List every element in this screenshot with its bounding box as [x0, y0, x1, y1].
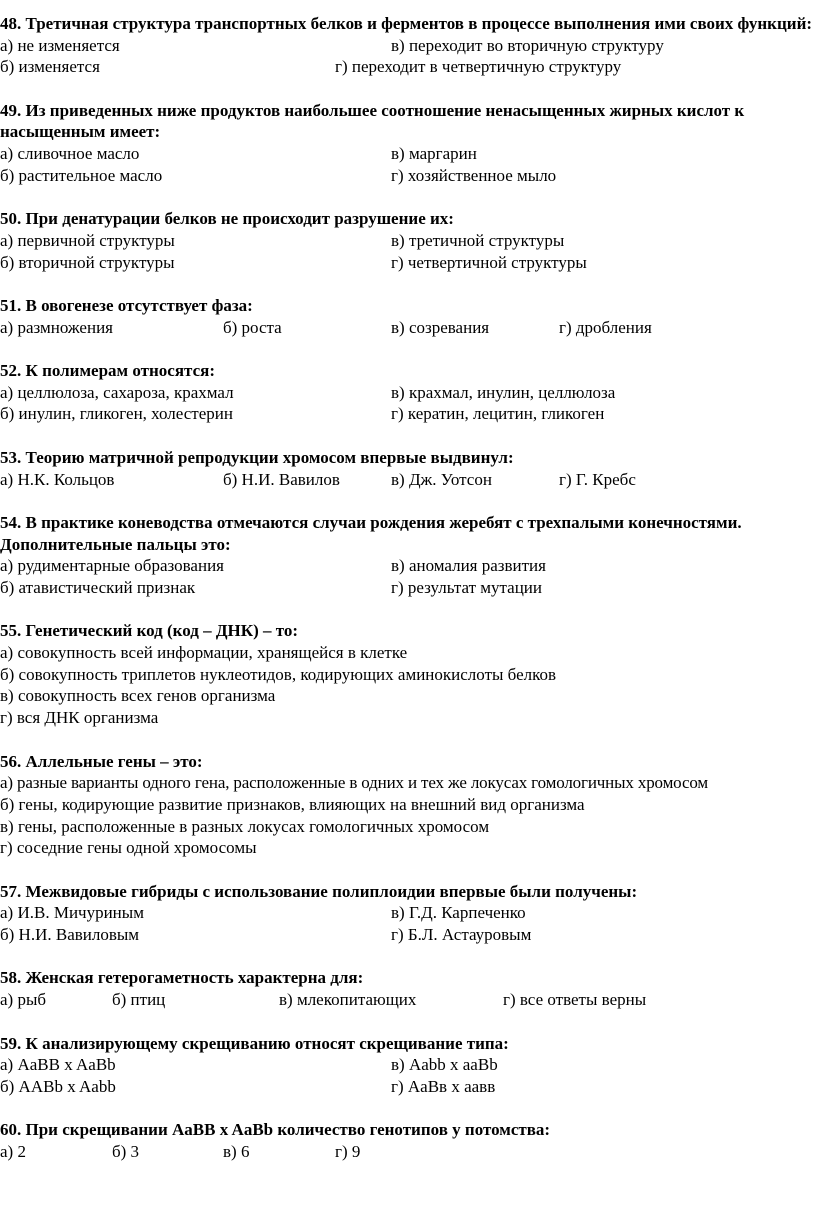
- answer-b: б) роста: [223, 317, 282, 337]
- question-55: [0, 620, 816, 728]
- answer-v: в) Г.Д. Карпеченко: [391, 903, 526, 923]
- answers-row-2: [0, 577, 816, 599]
- question-51: [0, 295, 816, 338]
- answer-a: а) сливочное масло: [0, 144, 140, 164]
- answers-row-1: [0, 143, 816, 165]
- answers-row-2: [0, 165, 816, 187]
- answer-a: а) рыб: [0, 990, 47, 1010]
- question-60-title: 60. При скрещивании AaBB x AaBb количество генотипов у потомства:: [0, 1120, 551, 1140]
- question-48: [0, 13, 816, 78]
- answer-g: г) дробления: [559, 317, 652, 337]
- answers-row-1: [0, 555, 816, 577]
- answer-v: в) гены, расположенные в разных локусах гомологичных хромосом: [0, 816, 490, 836]
- answer-b: б) изменяется: [0, 57, 100, 77]
- question-59-title: 59. К анализирующему скрещиванию относят скрещивание типа:: [0, 1033, 509, 1053]
- answer-a: а) AaBB x AaBb: [0, 1055, 116, 1075]
- answers-row-2: [0, 56, 816, 78]
- answer-v: в) совокупность всех генов организма: [0, 686, 276, 706]
- answer-a: а) рудиментарные образования: [0, 556, 224, 576]
- question-50-title: 50. При денатурации белков не происходит разрушение их:: [0, 209, 454, 229]
- answer-v: в) переходит во вторичную структуру: [391, 35, 664, 55]
- answer-a: а) совокупность всей информации, хранящейся в клетке: [0, 643, 408, 663]
- answer-b: б) Н.И. Вавиловым: [0, 925, 140, 945]
- answer-v: в) крахмал, инулин, целлюлоза: [391, 382, 616, 402]
- answer-g: г) вся ДНК организма: [0, 708, 159, 728]
- answer-g: г) Б.Л. Астауровым: [391, 925, 532, 945]
- answer-b: б) гены, кодирующие развитие признаков, влияющих на внешний вид организма: [0, 794, 585, 814]
- question-54: [0, 512, 816, 599]
- answer-g: г) результат мутации: [391, 578, 542, 598]
- question-54-title: 54. В практике коневодства отмечаются случаи рождения жеребят с трехпалыми конечностями. Дополнительные пальцы это:: [0, 512, 746, 554]
- answer-a: а) И.В. Мичуриным: [0, 903, 144, 923]
- answers-row-1: [0, 469, 816, 491]
- answer-b: б) совокупность триплетов нуклеотидов, кодирующих аминокислоты белков: [0, 664, 557, 684]
- answer-a: а) размножения: [0, 317, 113, 337]
- answer-v: в) маргарин: [391, 144, 477, 164]
- question-51-title: 51. В овогенезе отсутствует фаза:: [0, 296, 253, 315]
- question-57-title: 57. Межвидовые гибриды с использование полиплоидии впервые были получены:: [0, 881, 638, 901]
- answers-row-1: [0, 230, 816, 252]
- answer-g: г) все ответы верны: [503, 990, 647, 1010]
- question-48-title: 48. Третичная структура транспортных белков и ферментов в процессе выполнения ими своих функций:: [0, 14, 813, 33]
- answer-a: а) 2: [0, 1141, 26, 1161]
- answers-row-2: [0, 924, 816, 946]
- answer-b: б) инулин, гликоген, холестерин: [0, 404, 233, 424]
- answer-g: г) Г. Кребс: [559, 469, 636, 489]
- question-55-title: 55. Генетический код (код – ДНК) – то:: [0, 621, 299, 641]
- question-52: [0, 360, 816, 425]
- answer-b: б) вторичной структуры: [0, 252, 175, 272]
- answer-v: в) созревания: [391, 317, 490, 337]
- test-page: [0, 13, 816, 1184]
- answers-row-2: [0, 403, 816, 425]
- answers-row-1: [0, 902, 816, 924]
- answer-v: в) 6: [223, 1141, 250, 1161]
- answer-b: б) Н.И. Вавилов: [223, 469, 340, 489]
- question-52-title: 52. К полимерам относятся:: [0, 361, 216, 381]
- answer-b: б) растительное масло: [0, 165, 163, 185]
- answers-row-2: [0, 252, 816, 274]
- answer-a: а) целлюлоза, сахароза, крахмал: [0, 382, 234, 402]
- answer-g: г) переходит в четвертичную структуру: [335, 57, 622, 77]
- answer-v: в) аномалия развития: [391, 556, 546, 576]
- question-53-title: 53. Теорию матричной репродукции хромосом впервые выдвинул:: [0, 447, 514, 467]
- answers-row-1: [0, 1141, 816, 1163]
- answers-row-1: [0, 35, 816, 57]
- answer-v: в) третичной структуры: [391, 230, 565, 250]
- answer-b: б) атавистический признак: [0, 578, 196, 598]
- question-53: [0, 447, 816, 490]
- question-50: [0, 208, 816, 273]
- question-56-title: 56. Аллельные гены – это:: [0, 751, 203, 771]
- question-58-title: 58. Женская гетерогаметность характерна для:: [0, 968, 364, 988]
- answer-a: а) разные варианты одного гена, расположенные в одних и тех же локусах гомологичных хромосом: [0, 773, 708, 793]
- answers-row-1: [0, 382, 816, 404]
- answer-b: б) птиц: [112, 990, 166, 1010]
- answer-a: а) не изменяется: [0, 35, 120, 55]
- answer-v: в) Дж. Уотсон: [391, 469, 492, 489]
- answers-row-1: [0, 1054, 816, 1076]
- answer-g: г) четвертичной структуры: [391, 252, 587, 272]
- answer-g: г) кератин, лецитин, гликоген: [391, 404, 605, 424]
- answer-g: г) соседние гены одной хромосомы: [0, 838, 257, 858]
- answer-b: б) 3: [112, 1141, 140, 1161]
- answer-g: г) 9: [335, 1141, 361, 1161]
- answers-row-1: [0, 317, 816, 339]
- question-59: [0, 1033, 816, 1098]
- question-49: [0, 100, 816, 187]
- question-57: [0, 881, 816, 946]
- answer-a: а) первичной структуры: [0, 230, 175, 250]
- question-49-title: 49. Из приведенных ниже продуктов наибольшее соотношение ненасыщенных жирных кислот к насыщенным имеет:: [0, 100, 749, 142]
- question-60: [0, 1119, 816, 1162]
- answer-g: г) хозяйственное мыло: [391, 165, 557, 185]
- answers-row-2: [0, 1076, 816, 1098]
- question-56: [0, 751, 816, 859]
- answers-row-1: [0, 989, 816, 1011]
- answer-b: б) AABb x Aabb: [0, 1076, 116, 1096]
- answer-a: а) Н.К. Кольцов: [0, 469, 115, 489]
- answer-v: в) Aabb x aaBb: [391, 1055, 498, 1075]
- answer-g: г) AaBв x аавв: [391, 1076, 496, 1096]
- answer-v: в) млекопитающих: [279, 990, 417, 1010]
- question-58: [0, 967, 816, 1010]
